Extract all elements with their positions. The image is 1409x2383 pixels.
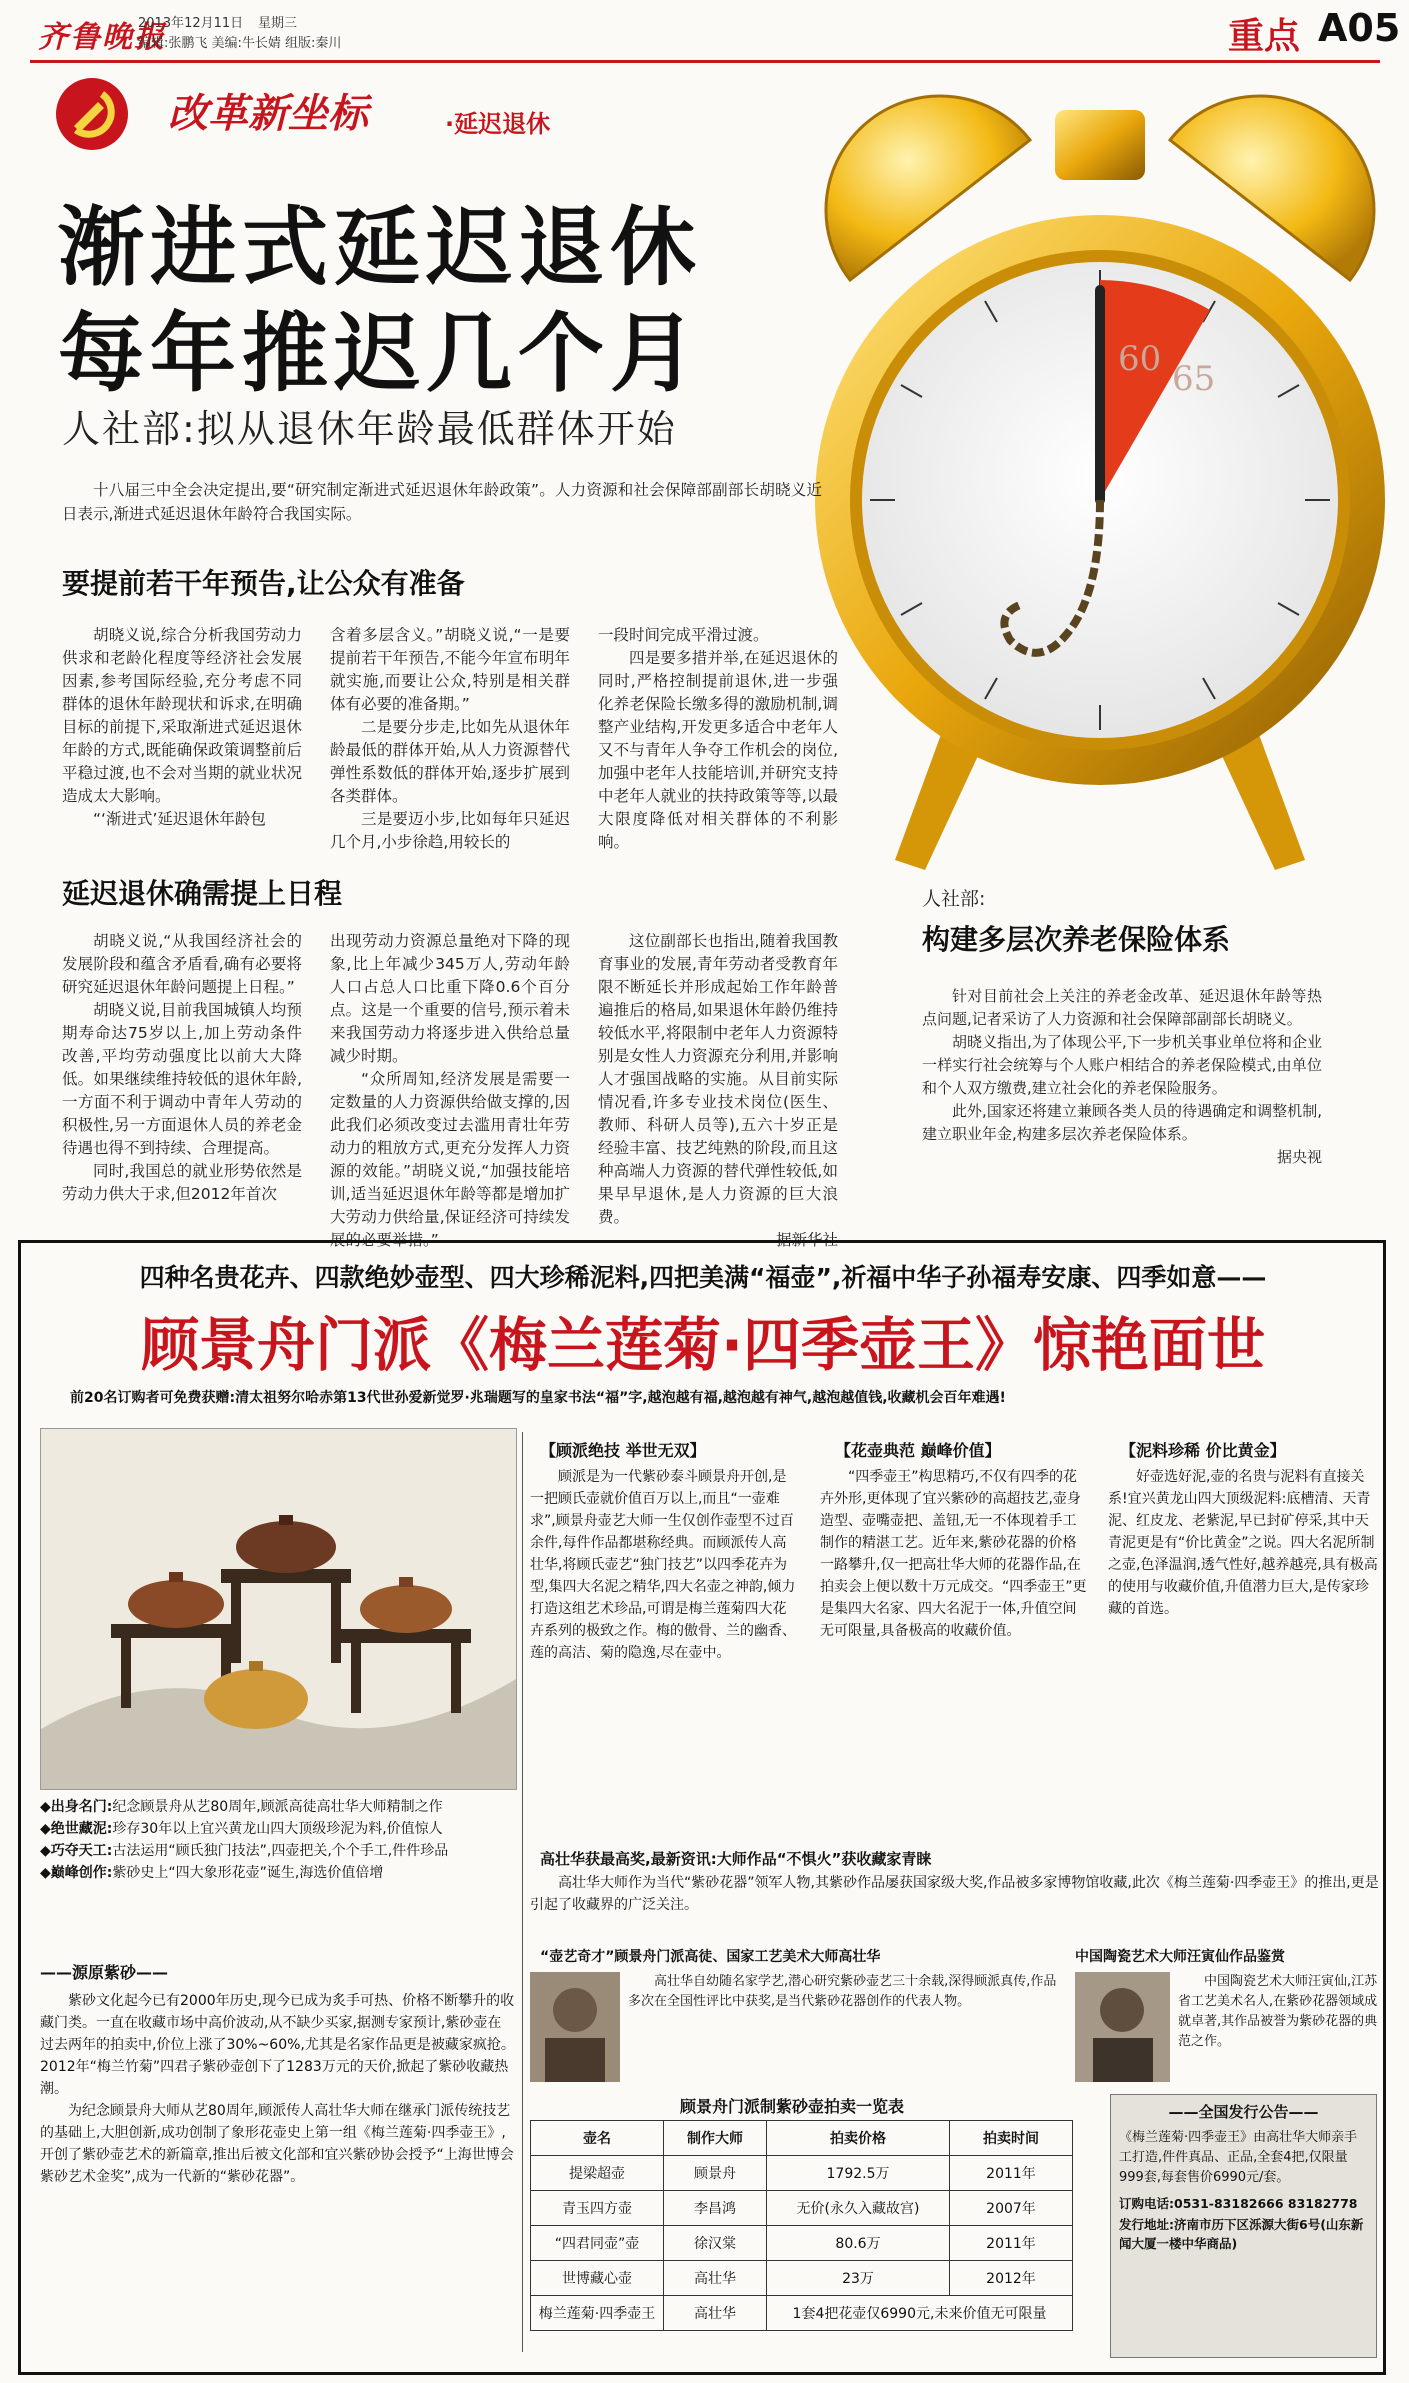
table-row: 世博藏心壶 高壮华 23万 2012年 — [531, 2261, 1073, 2296]
section2-title: 延迟退休确需提上日程 — [62, 877, 343, 910]
ad-expert-title: 高壮华获最高奖,最新资讯:大师作品“不惧火”获收藏家青睐 — [540, 1850, 932, 1868]
ad-origin-text: 紫砂文化起今已有2000年历史,现今已成为炙手可热、价格不断攀升的收藏门类。一直在收藏市场中高价波动,从不缺少买家,据测专家预计,紫砂壶在过去两年的拍卖中,价位上涨了30%~60%,尤其是名家作品更是被藏家疯抢。2012年“梅兰竹菊”四君子紫砂壶创下了1283万元的天价,掀起了紫砂收藏热潮。 为纪念顾景舟大师从艺80周年,顾派传人高壮华大师在继承门派传统技艺的基础上,大胆创新,成功创制了象形花壶史上第一组《梅兰莲菊·四季壶王》,开创了紫砂壶艺术的新篇章,推出后被文化部和宜兴紫砂协会授予“上海世博会紫砂艺术金奖”,成为一代新的“紫砂花器”。 — [40, 1993, 515, 2185]
ad-expert-text: 高壮华大师作为当代“紫砂花器”领军人物,其紫砂作品屡获国家级大奖,作品被多家博物馆收藏,此次《梅兰莲菊·四季壶王》的推出,更是引起了收藏界的广泛关注。 — [530, 1875, 1379, 1913]
alarm-clock-illustration — [800, 70, 1400, 890]
ad-col3-text: 好壶选好泥,壶的名贵与泥料有直接关系!宜兴黄龙山四大顶级泥料:底槽清、天青泥、红皮龙、老紫泥,早已封矿停采,其中天青泥更是有“价比黄金”之说。四大名泥所制之壶,色泽温润,透气性好,越养越亮,具有极高的使用与收藏价值,升值潜力巨大,是传家珍藏的首选。 — [1108, 1469, 1378, 1617]
section2-col3: 这位副部长也指出,随着我国教育事业的发展,青年劳动者受教育年限不断延长并形成起始工作年龄普遍推后的格局,如果退休年龄仍维持较低水平,将限制中老年人力资源特别是女性人力资源充分利用,并影响人才强国战略的实施。从目前实际情况看,许多专业技术岗位(医生、教师、科研人员等),五六十岁正是经验丰富、技艺纯熟的阶段,而且这种高端人力资源的替代弹性较低,如果早早退休,是人力资源的巨大浪费。 据新华社 — [598, 930, 838, 1252]
section2-col2: 出现劳动力资源总量绝对下降的现象,比上年减少345万人,劳动年龄人口占总人口比重下降0.6个百分点。这是一个重要的信号,预示着未来我国劳动力将逐步进入供给总量减少时期。 “众所周知,经济发展是需要一定数量的人力资源供给做支撑的,因此我们必须改变过去滥用青壮年劳动力的粗放方式,更充分发挥人力资源的效能。”胡晓义说,“加强技能培训,适当延迟退休年龄等都是增加扩大劳动力供给量,保证经济可持续发展的必要举措。” — [330, 932, 570, 1249]
artist2-head: 中国陶瓷艺术大师汪寅仙作品鉴赏 — [1075, 1949, 1285, 1965]
dial-label-60: 60 — [1118, 339, 1162, 379]
sidebar-body: 针对目前社会上关注的养老金改革、延迟退休年龄等热点问题,记者采访了人力资源和社会保障部副部长胡晓义。 胡晓义指出,为了体现公平,下一步机关事业单位将和企业一样实行社会统筹与个人账户相结合的养老保险模式,由单位和个人双方缴费,建立社会化的养老保险服务。 此外,国家还将建立兼顾各类人员的待遇确定和调整机制,建立职业年金,构建多层次养老保险体系。 据央视 — [922, 985, 1322, 1169]
section1-col3: 一段时间完成平滑过渡。 四是要多措并举,在延迟退休的同时,严格控制提前退休,进一步强化养老保险长缴多得的激励机制,调整产业结构,开发更多适合中老年人又不与青年人争夺工作机会的岗位,加强中老年人技能培训,并研究支持中老年人就业的扶持政策等等,以最大限度降低对相关群体的不利影响。 — [598, 626, 838, 851]
ad-col3-head: 【泥料珍稀 价比黄金】 — [1120, 1441, 1286, 1460]
column-name: 改革新坐标 — [168, 91, 368, 137]
ad-bullet: ◆巅峰创作:紫砂史上“四大象形花壶”诞生,海选价值倍增 — [40, 1865, 384, 1881]
artist2-photo — [1075, 1972, 1170, 2082]
column-topic: ·延迟退休 — [445, 110, 551, 138]
ad-col2-text: “四季壶王”构思精巧,不仅有四季的花卉外形,更体现了宜兴紫砂的高超技艺,壶身造型、壶嘴壶把、盖钮,无一不体现着手工制作的精湛工艺。近年来,紫砂花器的价格一路攀升,仅一把高壮华大师的花器作品,在拍卖会上便以数十万元成交。“四季壶王”更是集四大名家、四大名泥于一体,升值空间无可限量,具备极高的收藏价值。 — [820, 1469, 1087, 1639]
artist1-photo — [530, 1972, 620, 2082]
headline-line1: 渐进式延迟退休 — [58, 198, 702, 298]
page-number: A05 — [1318, 6, 1401, 50]
dial-label-65: 65 — [1172, 359, 1216, 399]
ad-bullet: ◆巧夺天工:古法运用“顾氏独门技法”,四壶把关,个个手工,件件珍品 — [40, 1843, 449, 1859]
issue-weekday: 星期三 — [258, 16, 298, 31]
section1-title: 要提前若干年预告,让公众有准备 — [62, 567, 465, 600]
notice-head: ——全国发行公告—— — [1168, 2103, 1319, 2121]
masthead — [0, 0, 1409, 62]
section2-source: 据新华社 — [775, 1231, 838, 1249]
artist1-head: “壶艺奇才”顾景舟门派高徒、国家工艺美术大师高壮华 — [540, 1949, 881, 1965]
table-row: 提梁超壶 顾景舟 1792.5万 2011年 — [531, 2156, 1073, 2191]
headline-line2: 每年推迟几个月 — [58, 304, 702, 404]
ad-banner: 四种名贵花卉、四款绝妙壶型、四大珍稀泥料,四把美满“福壶”,祈福中华子孙福寿安康、四季如意—— — [139, 1263, 1267, 1292]
sidebar-title: 构建多层次养老保险体系 — [922, 923, 1231, 956]
section2-col1: 胡晓义说,“从我国经济社会的发展阶段和蕴含矛盾看,确有必要将研究延迟退休年龄问题提上日程。” 胡晓义说,目前我国城镇人均预期寿命达75岁以上,加上劳动条件改善,平均劳动强度比以前大大降低。如果继续维持较低的退休年龄,一方面不利于调动中青年人劳动的积极性,另一方面退休人员的养老金待遇也得不到持续、合理提高。 同时,我国总的就业形势依然是劳动力供大于求,但2012年首次 — [62, 932, 302, 1203]
ad-col1-text: 顾派是为一代紫砂泰斗顾景舟开创,是一把顾氏壶就价值百万以上,而且“一壶难求”,顾景舟壶艺大师一生仅创作壶型不过百余件,每件作品都堪称经典。而顾派传人高壮华,将顾氏壶艺“独门技艺”以四季花卉为型,集四大名泥之精华,四大名壶之神韵,倾力打造这组艺术珍品,可谓是梅兰莲菊四大花卉系列的极致之作。梅的傲骨、兰的幽香、莲的高洁、菊的隐逸,尽在壶中。 — [530, 1469, 796, 1661]
auction-table-title: 顾景舟门派制紫砂壶拍卖一览表 — [680, 2097, 905, 2116]
sidebar-source: 据央视 — [1276, 1148, 1322, 1166]
auction-table — [530, 2120, 1073, 2331]
ad-title: 顾景舟门派《梅兰莲菊·四季壶王》惊艳面世 — [140, 1311, 1266, 1379]
release-notice — [1110, 2094, 1377, 2358]
paper-name: 齐鲁晚报 — [38, 20, 166, 55]
ad-origin-title: ——源原紫砂—— — [40, 1963, 169, 1982]
issue-date: 2013年12月11日 — [138, 16, 244, 31]
table-row: 梅兰莲菊·四季壶王 高壮华 1套4把花壶仅6990元,未来价值无可限量 — [531, 2296, 1073, 2331]
table-header-row: 壶名 制作大师 拍卖价格 拍卖时间 — [531, 2121, 1073, 2156]
ad-bullet: ◆出身名门:纪念顾景舟从艺80周年,顾派高徒高壮华大师精制之作 — [40, 1799, 443, 1815]
ad-bullet: ◆绝世藏泥:珍存30年以上宜兴黄龙山四大顶级珍泥为料,价值惊人 — [40, 1821, 443, 1837]
ad-offer: 前20名订购者可免费获赠:清太祖努尔哈赤第13代世孙爱新觉罗·兆瑞题写的皇家书法“福”字,越泡越有福,越泡越有神气,越泡越值钱,收藏机会百年难遇! — [70, 1390, 1006, 1406]
issue-address: 发行地址:济南市历下区泺源大街6号(山东新闻大厦一楼中华商品) — [1119, 2217, 1364, 2251]
artist2-text: 中国陶瓷艺术大师汪寅仙,江苏省工艺美术名人,在紫砂花器领域成就卓著,其作品被誉为紫砂花器的典范之作。 — [1178, 1974, 1378, 2049]
ad-col1-head: 【顾派绝技 举世无双】 — [540, 1441, 706, 1460]
artist1-text: 高壮华自幼随名家学艺,潜心研究紫砂壶艺三十余载,深得顾派真传,作品多次在全国性评比中获奖,是当代紫砂花器创作的代表人物。 — [628, 1974, 1057, 2009]
teapot-photo — [40, 1428, 517, 1790]
ad-divider — [522, 1432, 523, 2352]
ad-bullets — [40, 1796, 515, 1884]
table-row: 青玉四方壶 李昌鸿 无价(永久入藏故宫) 2007年 — [531, 2191, 1073, 2226]
sidebar-kicker: 人社部: — [922, 888, 986, 910]
section-name: 重点 — [1228, 16, 1301, 57]
table-row: “四君同壶”壶 徐汉棠 80.6万 2011年 — [531, 2226, 1073, 2261]
lede-paragraph: 十八届三中全会决定提出,要“研究制定渐进式延迟退休年龄政策”。人力资源和社会保障部副部长胡晓义近日表示,渐进式延迟退休年龄符合我国实际。 — [62, 481, 822, 523]
editor-credits: 编辑:张鹏飞 美编:牛长婧 组版:秦川 — [138, 36, 342, 51]
ad-col2-head: 【花壶典范 巅峰价值】 — [835, 1441, 1001, 1460]
order-hotline: 订购电话:0531-83182666 83182778 — [1119, 2196, 1358, 2211]
party-emblem — [52, 74, 132, 154]
section1-col2: 含着多层含义。”胡晓义说,“一是要提前若干年预告,不能今年宣布明年就实施,而要让公众,特别是相关群体有必要的准备期。” 二是要分步走,比如先从退休年龄最低的群体开始,从人力资源替代弹性系数低的群体开始,逐步扩展到各类群体。 三是要迈小步,比如每年只延迟几个月,小步徐趋,用较长的 — [330, 626, 570, 851]
headline-subhead: 人社部:拟从退休年龄最低群体开始 — [62, 407, 677, 451]
masthead-rule — [30, 60, 1380, 63]
section1-col1: 胡晓义说,综合分析我国劳动力供求和老龄化程度等经济社会发展因素,参考国际经验,充分考虑不同群体的退休年龄现状和诉求,在明确目标的前提下,采取渐进式延迟退休年龄的方式,既能确保政策调整前后平稳过渡,也不会对当期的就业状况造成太大影响。 “‘渐进式’延迟退休年龄包 — [62, 626, 302, 828]
notice-text: 《梅兰莲菊·四季壶王》由高壮华大师亲手工打造,件件真品、正品,全套4把,仅限量999套,每套售价6990元/套。 — [1119, 2130, 1358, 2185]
